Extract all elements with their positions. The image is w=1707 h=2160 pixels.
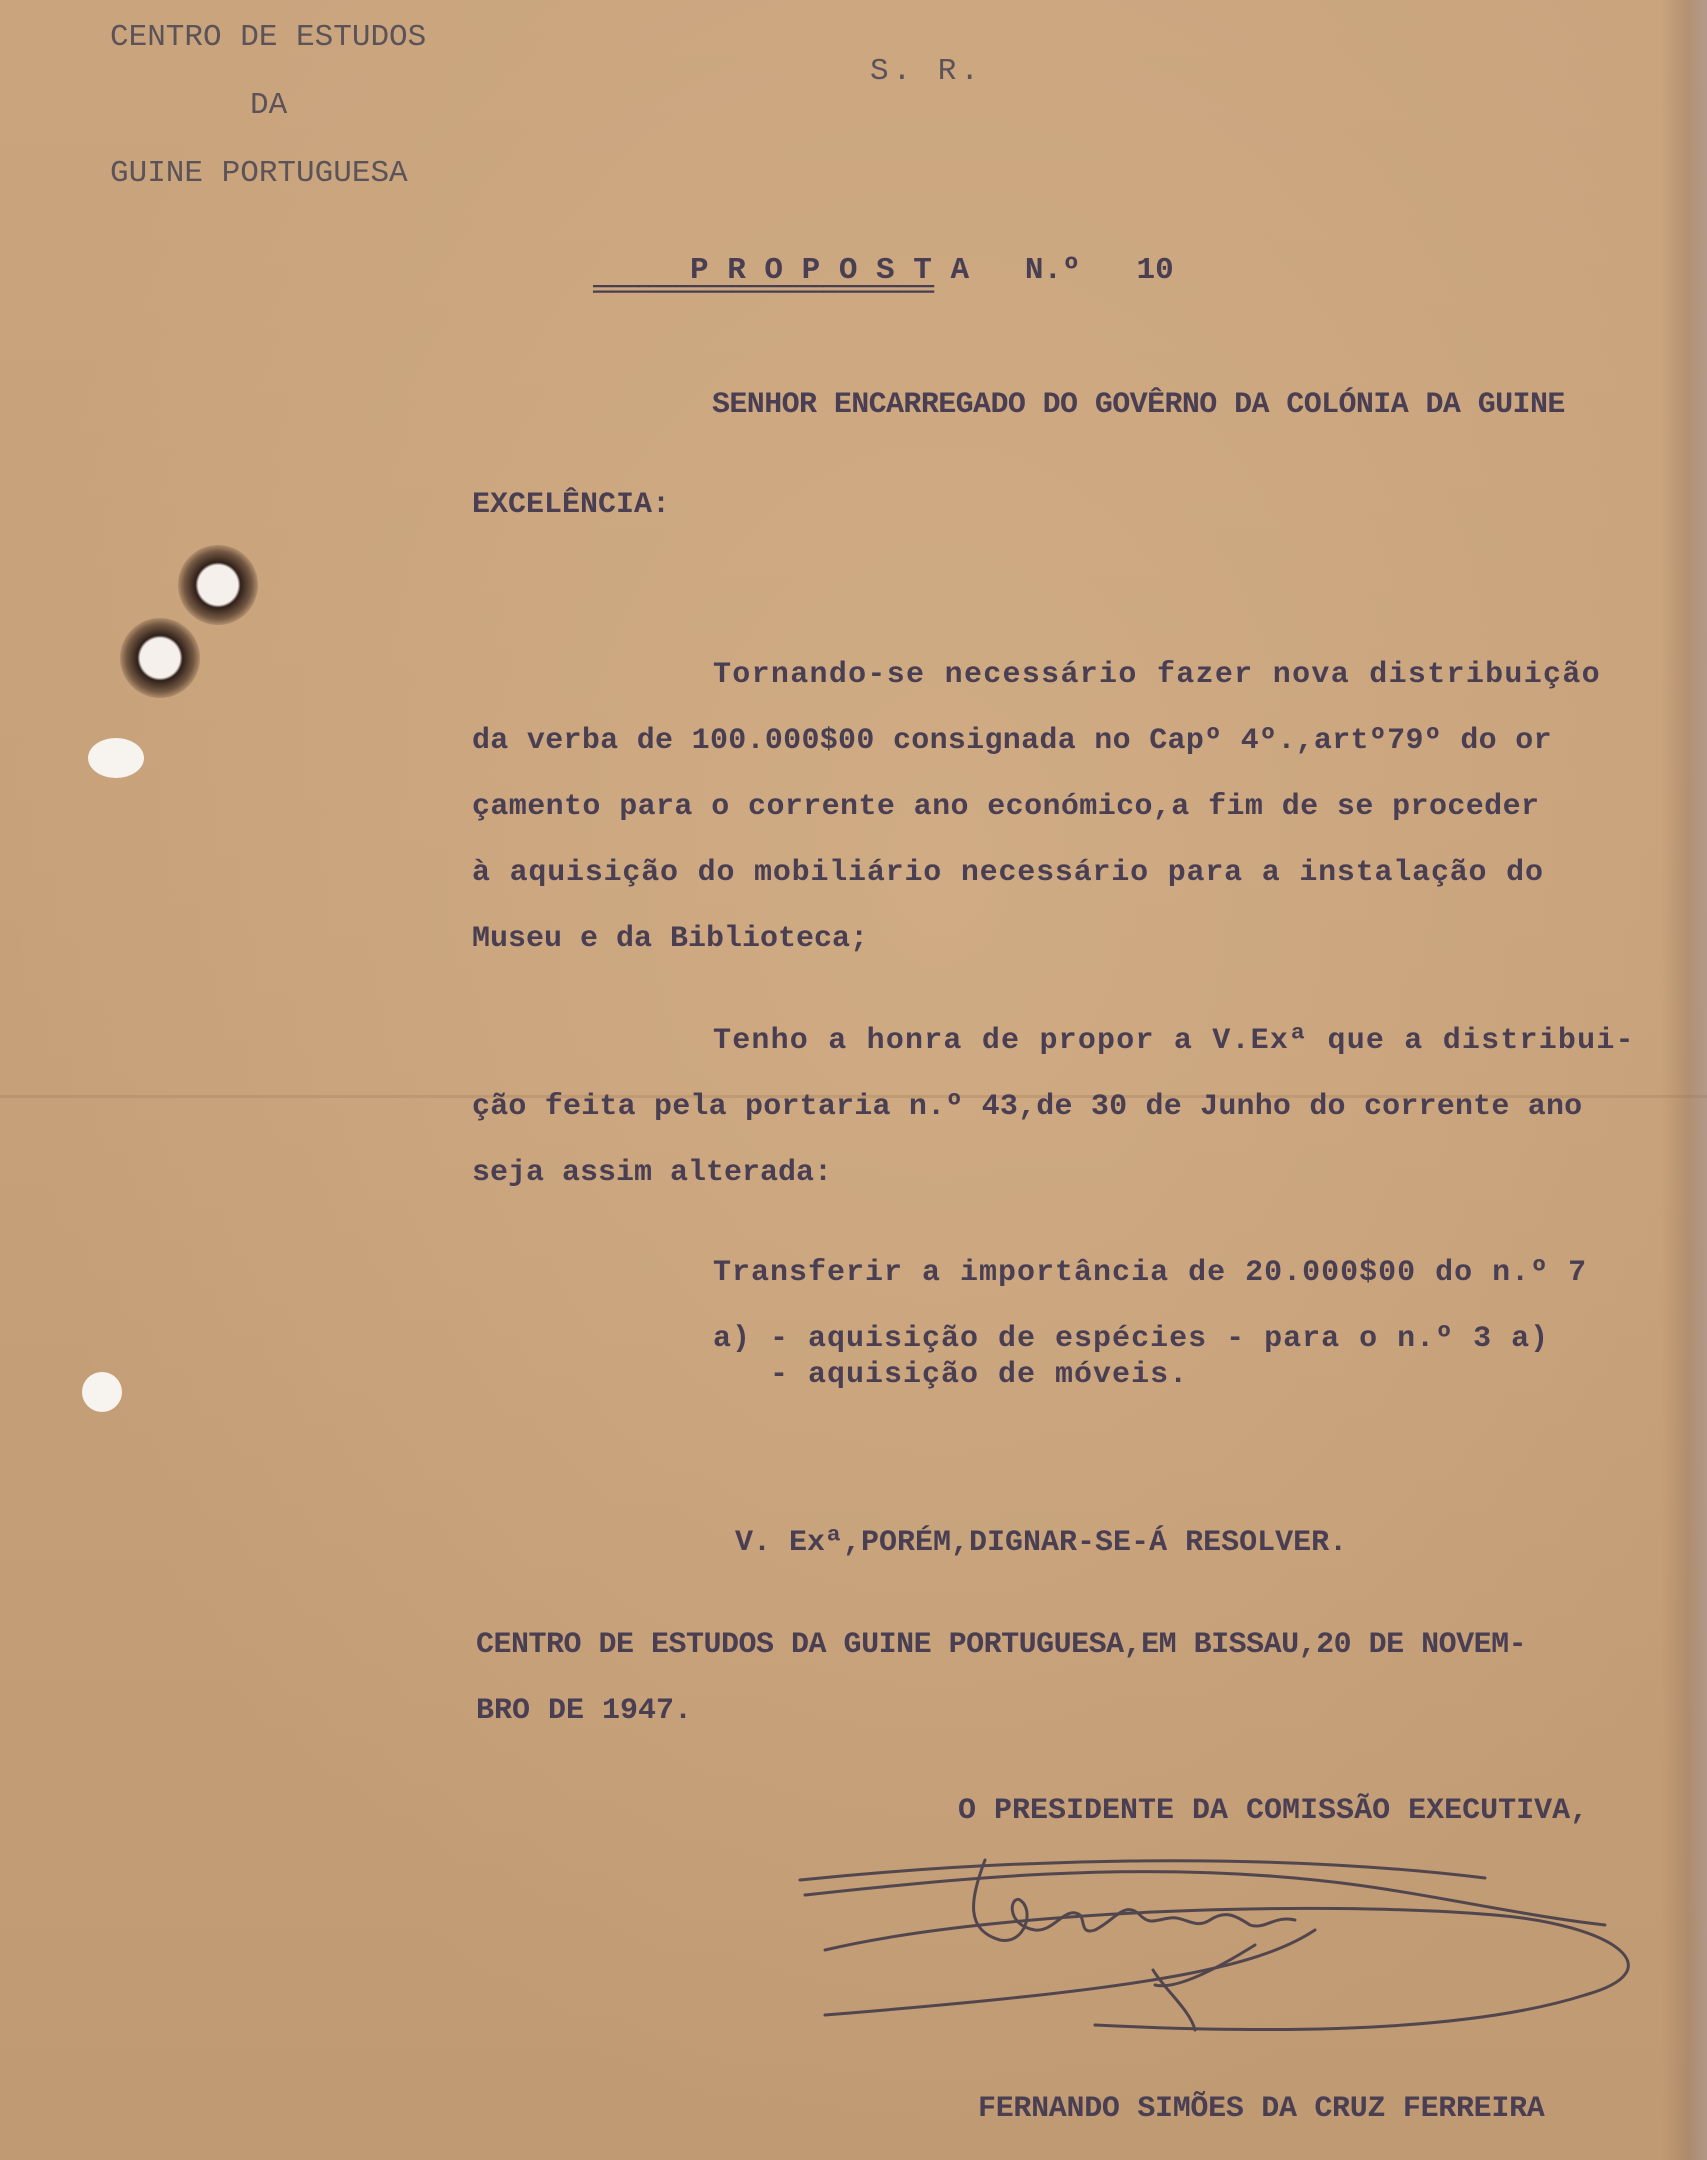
- signatory-title: O PRESIDENTE DA COMISSÃO EXECUTIVA,: [958, 1794, 1589, 1828]
- salutation: EXCELÊNCIA:: [472, 488, 671, 522]
- punch-hole: [82, 1372, 122, 1412]
- paper-edge: [1661, 0, 1707, 2160]
- paragraph1-line: da verba de 100.000$00 consignada no Capº 4º.,artº79º do or: [472, 724, 1552, 758]
- transfer-line: a) - aquisição de espécies - para o n.º 3 a): [713, 1322, 1550, 1356]
- punch-hole-burn: [178, 545, 258, 625]
- addressee: SENHOR ENCARREGADO DO GOVÊRNO DA COLÓNIA DA GUINE: [712, 388, 1565, 422]
- punch-hole-burn: [120, 618, 200, 698]
- closing-formula: V. Exª,PORÉM,DIGNAR-SE-Á RESOLVER.: [735, 1526, 1348, 1560]
- paragraph2-line: ção feita pela portaria n.º 43,de 30 de Junho do corrente ano: [472, 1090, 1583, 1124]
- place-date-line: BRO DE 1947.: [476, 1694, 693, 1728]
- letterhead-line-3: GUINE PORTUGUESA: [110, 156, 408, 191]
- paragraph1-line: Tornando-se necessário fazer nova distribuição: [713, 658, 1601, 692]
- letterhead-line-2: DA: [250, 88, 288, 123]
- page-title: P R O P O S T A N.º 10: [690, 253, 1174, 288]
- paragraph2-line: Tenho a honra de propor a V.Exª que a distribui-: [713, 1024, 1635, 1058]
- title-underline: =====================================: [592, 280, 933, 303]
- paragraph1-line: à aquisição do mobiliário necessário para a instalação do: [472, 856, 1544, 890]
- header-code: S. R.: [870, 54, 984, 89]
- letterhead-line-1: CENTRO DE ESTUDOS: [110, 20, 427, 55]
- transfer-line: - aquisição de móveis.: [713, 1358, 1189, 1392]
- paragraph1-line: çamento para o corrente ano económico,a fim de se proceder: [472, 790, 1540, 824]
- paragraph2-line: seja assim alterada:: [472, 1156, 833, 1190]
- place-date-line: CENTRO DE ESTUDOS DA GUINE PORTUGUESA,EM BISSAU,20 DE NOVEM-: [476, 1628, 1527, 1662]
- signatory-name: FERNANDO SIMÕES DA CRUZ FERREIRA: [978, 2092, 1545, 2126]
- punch-hole: [88, 738, 144, 778]
- transfer-line: Transferir a importância de 20.000$00 do n.º 7: [713, 1256, 1588, 1290]
- paragraph1-line: Museu e da Biblioteca;: [472, 922, 869, 956]
- signature: [795, 1820, 1655, 2050]
